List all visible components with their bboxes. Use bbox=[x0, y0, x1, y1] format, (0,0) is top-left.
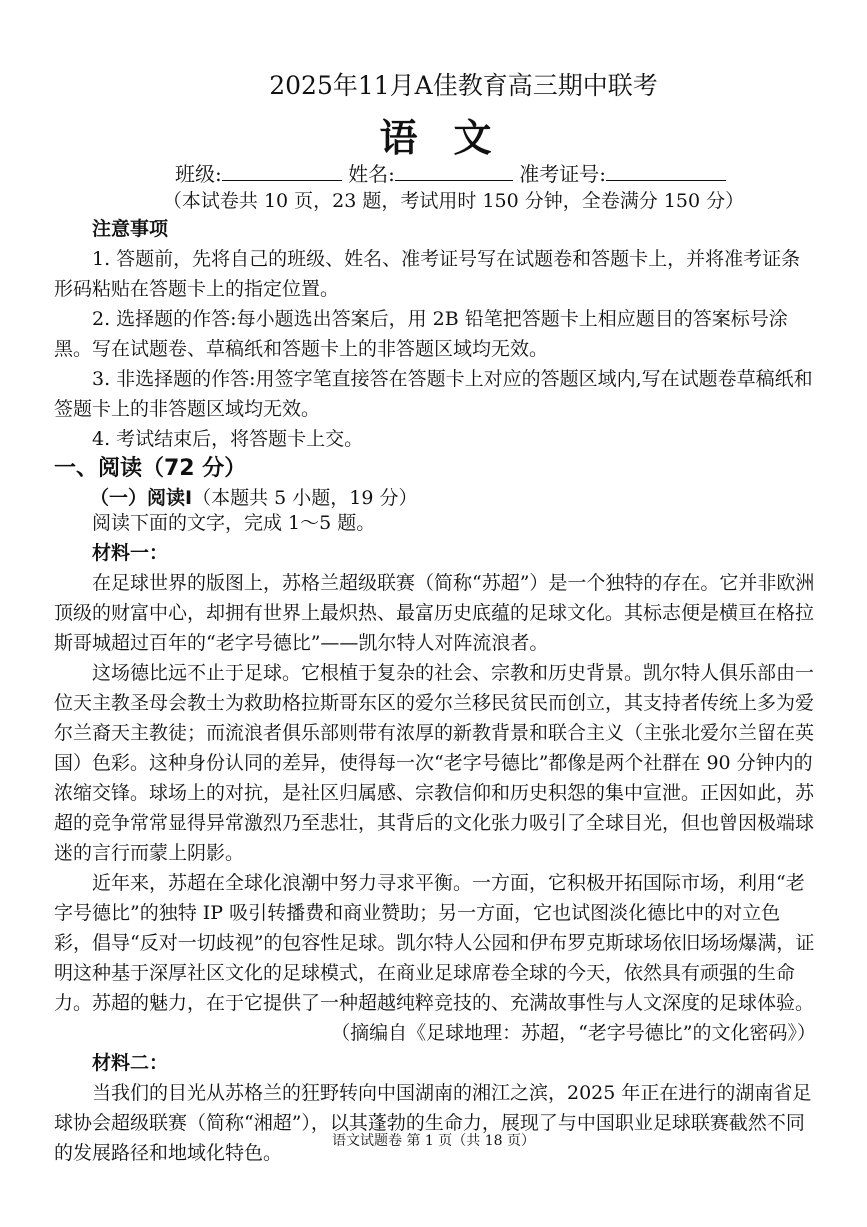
notice-title: 注意事项 bbox=[92, 218, 169, 240]
exam-info: （本试卷共 10 页，23 题，考试用时 150 分钟，全卷满分 150 分） bbox=[162, 190, 745, 212]
exam-id-field[interactable] bbox=[606, 162, 726, 181]
material1-paragraph: 在足球世界的版图上，苏格兰超级联赛（简称“苏超”）是一个独特的存在。它并非欧洲顶级的财富中心，却拥有世界上最炽热、最富历史底蕴的足球文化。其标志便是横亘在格拉斯哥城超过百年的“老字号德比”——凯尔特人对阵流浪者。 bbox=[54, 572, 815, 654]
subsection-title bbox=[90, 483, 417, 510]
material1-source: （摘编自《足球地理：苏超，“老字号德比”的文化密码》） bbox=[331, 1022, 816, 1044]
notice-item: 4. 考试结束后，将答题卡上交。 bbox=[92, 428, 364, 450]
candidate-fields bbox=[175, 158, 726, 187]
section-title: 一、阅读（72 分） bbox=[54, 456, 247, 481]
name-label: 姓名: bbox=[348, 162, 395, 186]
exam-id-label: 准考证号: bbox=[519, 162, 606, 186]
material2-paragraph: 当我们的目光从苏格兰的狂野转向中国湖南的湘江之滨，2025 年正在进行的湖南省足球协会超级联赛（简称“湘超”），以其蓬勃的生命力，展现了与中国职业足球联赛截然不同的发展路径和地域化特色。 bbox=[54, 1082, 812, 1164]
reading-instruction: 阅读下面的文字，完成 1～5 题。 bbox=[92, 512, 376, 534]
reading-passage bbox=[54, 508, 816, 1168]
notice-block bbox=[54, 214, 816, 454]
subsection-info: （本题共 5 小题，19 分） bbox=[192, 487, 418, 509]
notice-item: 2. 选择题的作答:每小题选出答案后，用 2B 铅笔把答题卡上相应题目的答案标号涂黑。写在试题卷、草稿纸和答题卡上的非答题区域均无效。 bbox=[54, 308, 788, 360]
exam-title: 2025年11月A佳教育高三期中联考 bbox=[269, 71, 658, 100]
material1-label: 材料一： bbox=[92, 542, 169, 564]
material1-paragraph: 这场德比远不止于足球。它根植于复杂的社会、宗教和历史背景。凯尔特人俱乐部由一位天主教圣母会教士为救助格拉斯哥东区的爱尔兰移民贫民而创立，其支持者传统上多为爱尔兰裔天主教徒；而流浪者俱乐部则带有浓厚的新教背景和联合主义（主张北爱尔兰留在英国）色彩。这种身份认同的差异，使得每一次“老字号德比”都像是两个社群在 90 分钟内的浓缩交锋。球场上的对抗，是社区归属感、宗教信仰和历史积怨的集中宣泄。正因如此，苏超的竞争常常显得异常激烈乃至悲壮，其背后的文化张力吸引了全球目光，但也曾因极端球迷的言行而蒙上阴影。 bbox=[54, 662, 815, 864]
notice-item: 1. 答题前，先将自己的班级、姓名、准考证号写在试题卷和答题卡上，并将准考证条形码粘贴在答题卡上的指定位置。 bbox=[54, 248, 801, 300]
page-footer: 语文试题卷 第 1 页（共 18 页） bbox=[332, 1133, 535, 1149]
name-field[interactable] bbox=[395, 162, 513, 181]
notice-item: 3. 非选择题的作答:用签字笔直接答在答题卡上对应的答题区域内,写在试题卷草稿纸和签题卡上的非答题区域均无效。 bbox=[54, 368, 813, 420]
subject-title: 语文 bbox=[379, 116, 528, 160]
class-label: 班级: bbox=[175, 162, 222, 186]
material2-label: 材料二： bbox=[92, 1052, 169, 1074]
material1-paragraph: 近年来，苏超在全球化浪潮中努力寻求平衡。一方面，它积极开拓国际市场，利用“老字号德比”的独特 IP 吸引转播费和商业赞助；另一方面，它也试图淡化德比中的对立色彩，倡导“反对一切歧视”的包容性足球。凯尔特人公园和伊布罗克斯球场依旧场场爆满，证明这种基于深厚社区文化的足球模式，在商业足球席卷全球的今天，依然具有顽强的生命力。苏超的魅力，在于它提供了一种超越纯粹竞技的、充满故事性与人文深度的足球体验。 bbox=[54, 872, 815, 1014]
subsection-label: （一）阅读Ⅰ bbox=[90, 487, 193, 509]
class-field[interactable] bbox=[222, 162, 342, 181]
